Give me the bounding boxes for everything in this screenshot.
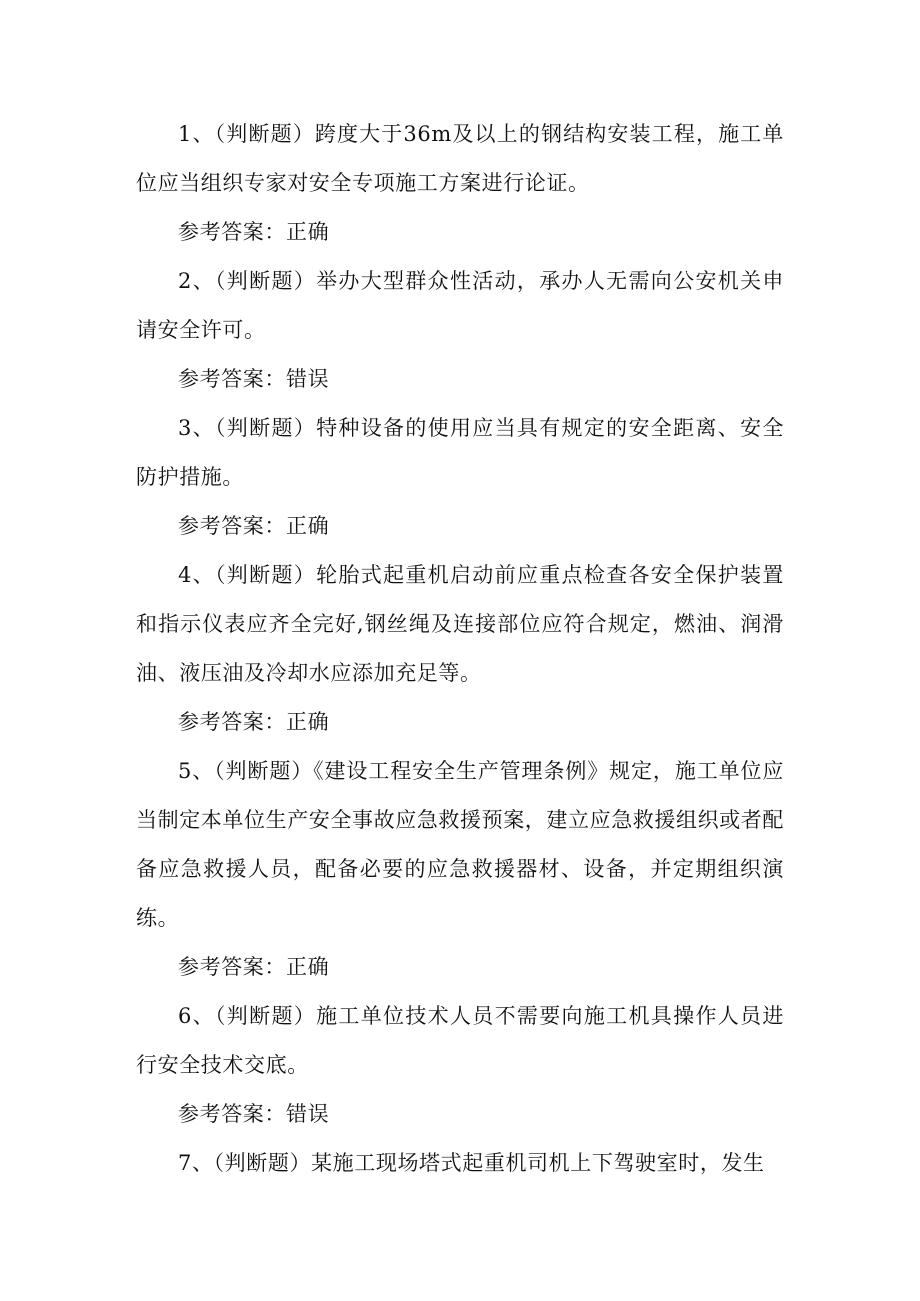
- question-1: 1、（判断题）跨度大于36m及以上的钢结构安装工程，施工单位应当组织专家对安全专项施工方案进行论证。: [136, 122, 784, 195]
- question-4: 4、（判断题）轮胎式起重机启动前应重点检查各安全保护装置和指示仪表应齐全完好,钢丝绳及连接部位应符合规定，燃油、润滑油、液压油及冷却水应添加充足等。: [136, 563, 784, 685]
- answer-4: 参考答案：正确: [178, 710, 330, 734]
- question-7: 7、（判断题）某施工现场塔式起重机司机上下驾驶室时，发生: [178, 1151, 765, 1175]
- question-5: 5、（判断题）《建设工程安全生产管理条例》规定，施工单位应当制定本单位生产安全事故应急救援预案，建立应急救援组织或者配备应急救援人员，配备必要的应急救援器材、设备，并定期组织演练。: [136, 759, 784, 930]
- answer-1: 参考答案：正确: [178, 220, 330, 244]
- question-3: 3、（判断题）特种设备的使用应当具有规定的安全距离、安全防护措施。: [136, 416, 784, 489]
- answer-6: 参考答案：错误: [178, 1102, 330, 1126]
- answer-5: 参考答案：正确: [178, 955, 330, 979]
- answer-3: 参考答案：正确: [178, 514, 330, 538]
- question-6: 6、（判断题）施工单位技术人员不需要向施工机具操作人员进行安全技术交底。: [136, 1004, 784, 1077]
- question-2: 2、（判断题）举办大型群众性活动，承办人无需向公安机关申请安全许可。: [136, 269, 784, 342]
- answer-2: 参考答案：错误: [178, 367, 330, 391]
